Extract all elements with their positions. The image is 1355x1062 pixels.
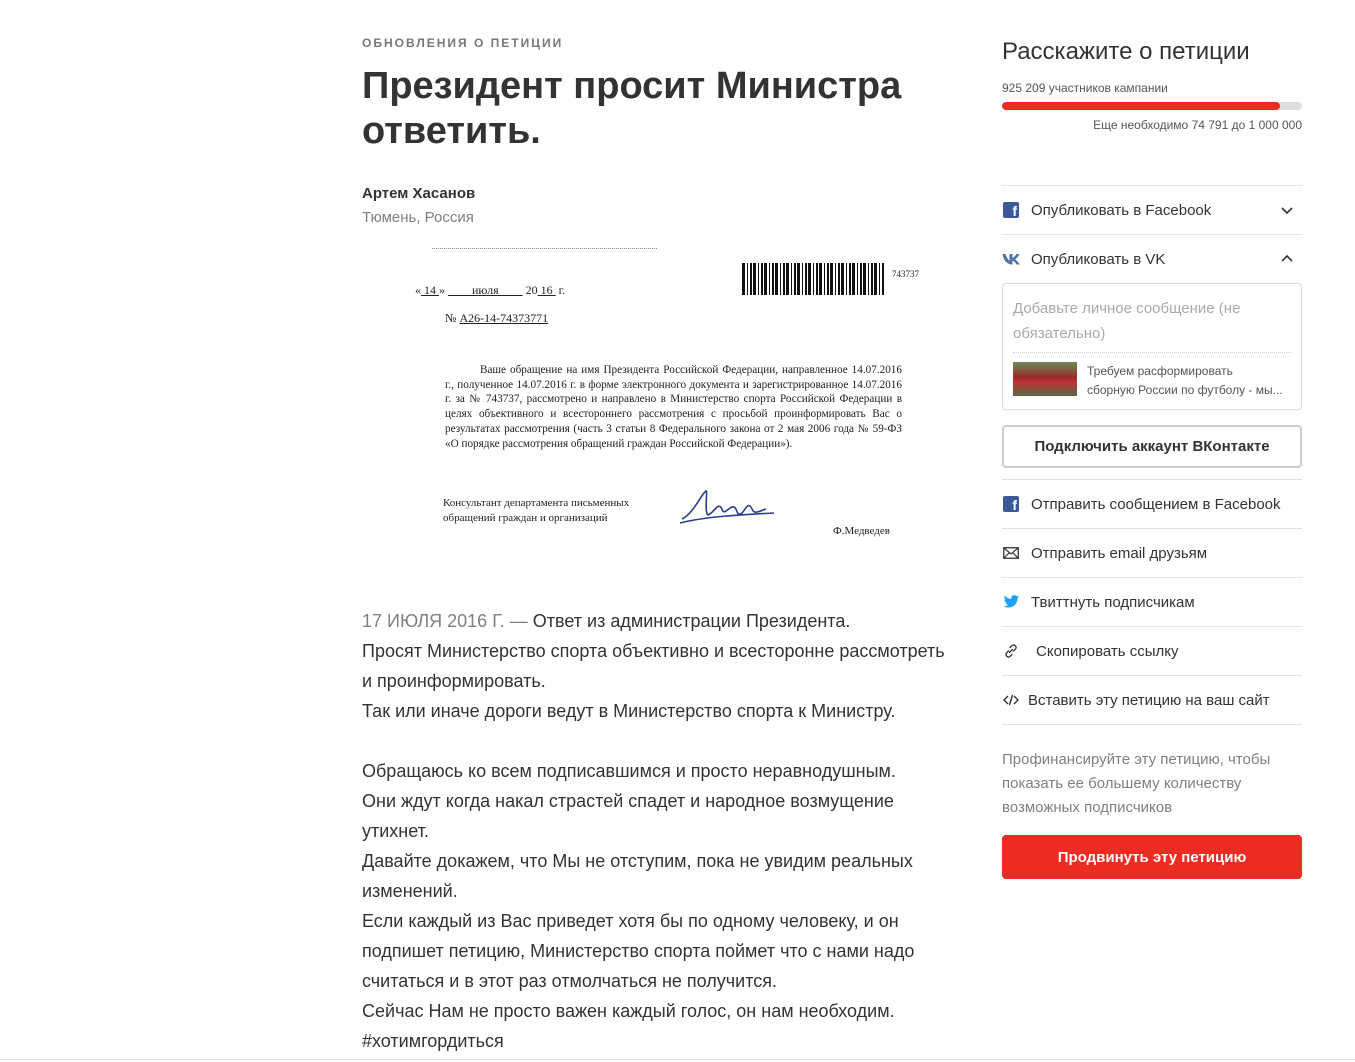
update-line: Сейчас Нам не просто важен каждый голос, он нам необходим.: [362, 1001, 895, 1021]
embed-row[interactable]: [1002, 675, 1302, 725]
promote-petition-button[interactable]: Продвинуть эту петицию: [1002, 835, 1302, 879]
update-line: Давайте докажем, что Мы не отступим, пока не увидим реальных изменений.: [362, 851, 913, 901]
signer-title: Консультант департамента письменных обращений граждан и организаций: [443, 497, 630, 524]
embed-label: Вставить эту петицию на ваш сайт: [1028, 691, 1270, 709]
divider: [0, 1059, 1355, 1060]
signature-progress-bar: [1002, 102, 1302, 110]
scanned-letter-image: [392, 246, 937, 546]
connect-vk-button[interactable]: Подключить аккаунт ВКонтакте: [1002, 425, 1302, 468]
chevron-down-icon[interactable]: [1280, 203, 1294, 217]
promote-description: Профинансируйте эту петицию, чтобы показать ее большему количеству возможных подписчиков: [1002, 751, 1271, 816]
send-email-label: Отправить email друзьям: [1031, 544, 1208, 562]
vk-message-input[interactable]: Добавьте личное сообщение (не обязательно): [1013, 300, 1241, 342]
share-facebook-row[interactable]: [1002, 185, 1302, 234]
signer-name: Ф.Медведев: [833, 525, 890, 537]
update-first-line: 17 ИЮЛЯ 2016 Г. — Ответ из администрации Президента.: [362, 611, 851, 631]
tweet-label: Твиттнуть подписчикам: [1031, 593, 1195, 611]
page-title: Президент просит Министра ответить.: [362, 65, 902, 152]
update-line: Так или иначе дороги ведут в Министерство спорта к Министру.: [362, 701, 896, 721]
scan-edge-line: [432, 248, 657, 249]
update-date: 17 ИЮЛЯ 2016 Г. —: [362, 611, 528, 631]
letter-date: « 14 » июля 20 16 г.: [415, 283, 566, 297]
divider: [1013, 352, 1291, 353]
petition-preview-text: Требуем расформировать сборную России по футболу - мы...: [1087, 364, 1283, 397]
link-icon: [1002, 642, 1020, 660]
author-name[interactable]: Артем Хасанов: [362, 185, 476, 202]
update-hashtag[interactable]: #хотимгордиться: [362, 1031, 504, 1051]
email-icon: [1002, 544, 1020, 562]
update-line: Они ждут когда накал страстей спадет и народное возмущение утихнет.: [362, 791, 894, 841]
barcode-number: 743737: [892, 269, 919, 279]
letter-body: Ваше обращение на имя Президента Российской Федерации, направленное 14.07.2016 г., полученное 14.07.2016 г. в форме электронного документа и зарегистрированное 14.07.2016 г. за № 743737, рассмотрено и направлено в Министерство спорта Российской Федерации в целях объективного и всестороннего рассмотрения с просьбой проинформировать Вас о результатах рассмотрения (часть 3 статьи 8 Федерального закона от 2 мая 2006 года № 59-ФЗ «О порядке рассмотрения обращений граждан Российской Федерации»).: [445, 364, 902, 450]
barcode: [742, 263, 885, 295]
sidebar-title: Расскажите о петиции: [1002, 38, 1250, 65]
send-facebook-row[interactable]: [1002, 479, 1302, 528]
section-label: ОБНОВЛЕНИЯ О ПЕТИЦИИ: [362, 36, 564, 50]
code-icon: [1002, 691, 1020, 709]
update-line: Обращаюсь ко всем подписавшимся и просто неравнодушным.: [362, 761, 896, 781]
copy-link-row[interactable]: [1002, 626, 1302, 675]
signature-image: [674, 483, 784, 533]
vk-icon: [1002, 250, 1020, 268]
petition-thumbnail: [1013, 362, 1077, 396]
share-facebook-label: Опубликовать в Facebook: [1031, 201, 1212, 219]
twitter-icon: [1002, 593, 1020, 611]
chevron-up-icon[interactable]: [1280, 252, 1294, 266]
letter-number: № А26-14-74373771: [445, 311, 549, 325]
author-location: Тюмень, Россия: [362, 209, 474, 226]
update-line: Если каждый из Вас приведет хотя бы по одному человеку, и он подпишет петицию, Министерство спорта поймет что с нами надо считаться и в этот раз отмолчаться не получится.: [362, 911, 915, 991]
update-line: Просят Министерство спорта объективно и всесторонне рассмотреть и проинформировать.: [362, 641, 945, 691]
signature-count: 925 209 участников кампании: [1002, 81, 1168, 95]
tweet-row[interactable]: [1002, 577, 1302, 626]
send-facebook-label: Отправить сообщением в Facebook: [1031, 495, 1281, 513]
facebook-icon: f: [1002, 495, 1020, 513]
share-vk-row[interactable]: [1002, 234, 1302, 283]
signature-progress-fill: [1002, 102, 1280, 110]
send-email-row[interactable]: [1002, 528, 1302, 577]
vk-share-box: [1002, 283, 1302, 410]
facebook-icon: f: [1002, 201, 1020, 219]
copy-link-label: Скопировать ссылку: [1036, 642, 1179, 660]
signatures-needed: Еще необходимо 74 791 до 1 000 000: [1093, 118, 1302, 132]
share-vk-label: Опубликовать в VK: [1031, 250, 1166, 268]
update-text: [362, 606, 952, 1056]
